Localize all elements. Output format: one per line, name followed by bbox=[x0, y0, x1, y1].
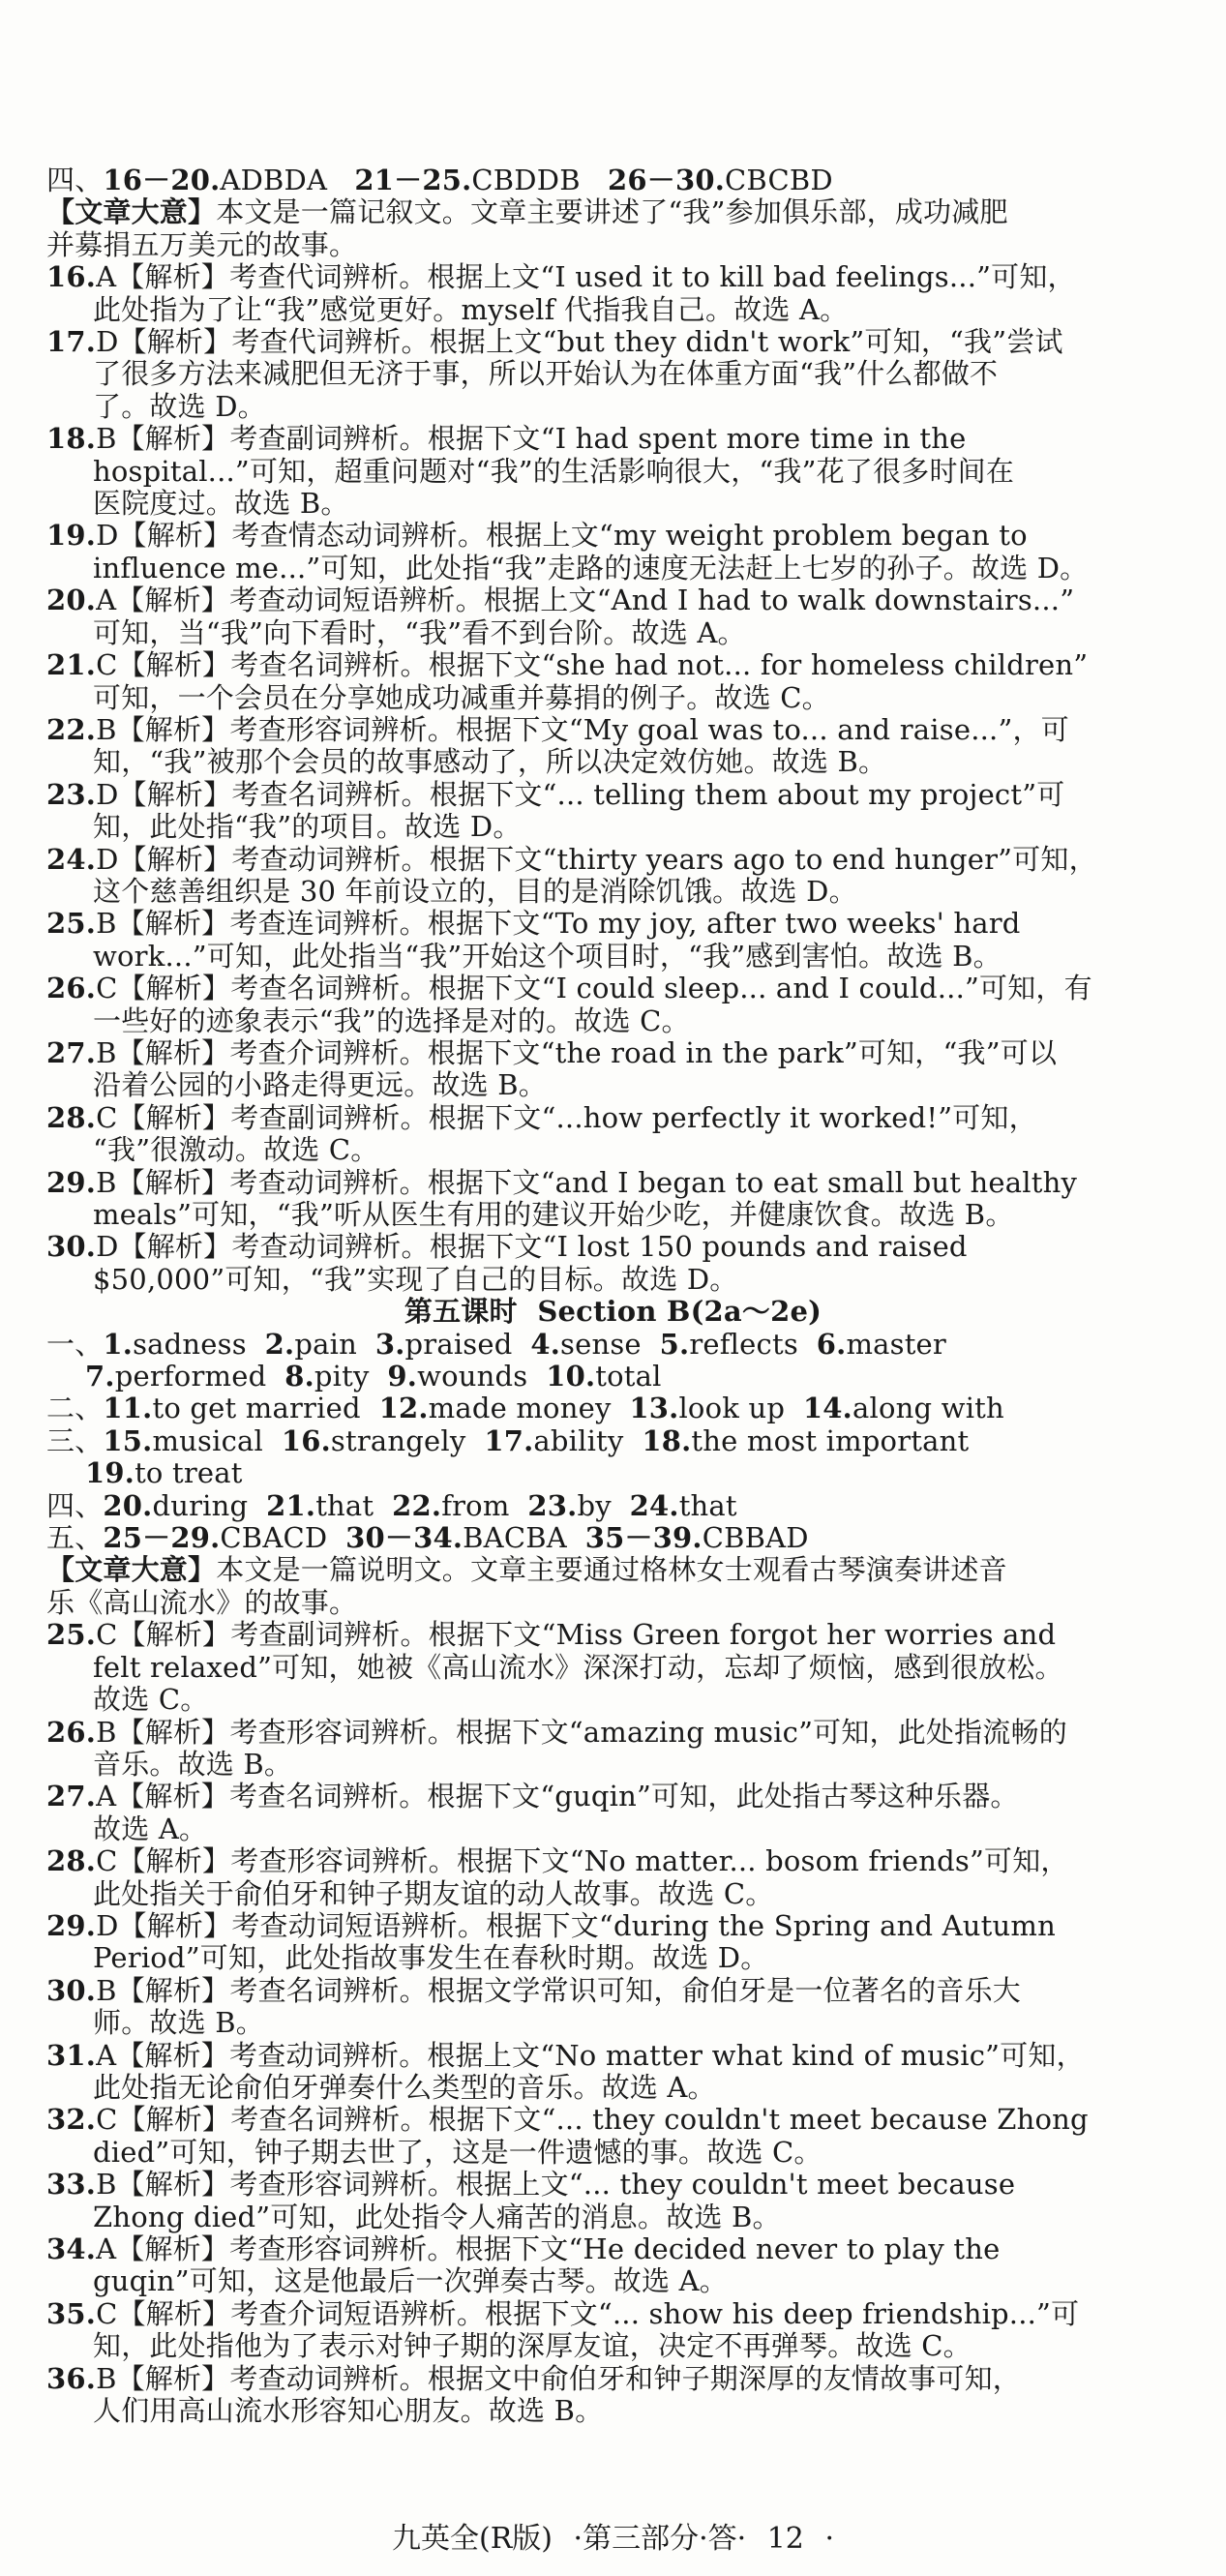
bold-text: 5. bbox=[659, 1327, 690, 1361]
text-line bbox=[46, 876, 1180, 908]
text-line bbox=[46, 1134, 1180, 1166]
bold-text: 29. bbox=[46, 1908, 97, 1942]
text-line bbox=[46, 682, 1180, 714]
text-run: 此处指无论俞伯牙弹奏什么类型的音乐。故选 A。 bbox=[93, 2070, 716, 2104]
bold-text: 4. bbox=[530, 1327, 561, 1361]
text-line bbox=[46, 1361, 1180, 1393]
text-run: 此处指关于俞伯牙和钟子期友谊的动人故事。故选 C。 bbox=[93, 1876, 774, 1910]
bold-text: 27. bbox=[46, 1780, 97, 1813]
text-run: B【解析】考查副词辨析。根据下文“I had spent more time in the bbox=[96, 422, 967, 456]
text-line bbox=[46, 1037, 1180, 1069]
text-run: to get married bbox=[152, 1392, 379, 1425]
text-run: A【解析】考查形容词辨析。根据下文“He decided never to play the bbox=[96, 2232, 1001, 2265]
text-run: C【解析】考查名词辨析。根据下文“I could sleep... and I could...”可知，有 bbox=[96, 972, 1092, 1005]
text-line bbox=[46, 1554, 1180, 1586]
text-run: along with bbox=[852, 1392, 1004, 1425]
text-run: 这个慈善组织是 30 年前设立的，目的是消除饥饿。故选 D。 bbox=[93, 874, 857, 908]
text-line bbox=[46, 1684, 1180, 1716]
text-run: reflects bbox=[689, 1327, 817, 1361]
text-line bbox=[46, 1457, 1180, 1489]
bold-text: 22. bbox=[392, 1488, 442, 1522]
text-run: D【解析】考查名词辨析。根据下文“... telling them about my project”可 bbox=[96, 777, 1065, 811]
text-line bbox=[46, 423, 1180, 455]
text-run: B【解析】考查介词辨析。根据下文“the road in the park”可知，“我”可以 bbox=[96, 1035, 1058, 1069]
text-run: from bbox=[441, 1488, 528, 1522]
text-run: musical bbox=[152, 1423, 282, 1457]
text-run: died”可知，钟子期去世了，这是一件遗憾的事。故选 C。 bbox=[93, 2135, 822, 2169]
text-run: B【解析】考查形容词辨析。根据下文“amazing music”可知，此处指流畅的 bbox=[96, 1715, 1067, 1749]
text-run: A【解析】考查动词辨析。根据上文“No matter what kind of music”可知， bbox=[96, 2038, 1085, 2072]
text-run: 乐《高山流水》的故事。 bbox=[46, 1585, 358, 1619]
text-line bbox=[46, 2040, 1180, 2072]
text-run: influence me...”可知，此处指“我”走路的速度无法赶上七岁的孙子。故选 D。 bbox=[93, 551, 1089, 584]
text-line bbox=[46, 1102, 1180, 1134]
text-run: by bbox=[577, 1488, 630, 1522]
text-line bbox=[46, 1942, 1180, 1974]
bold-text: 6. bbox=[816, 1327, 847, 1361]
text-line bbox=[46, 520, 1180, 552]
text-run: A【解析】考查动词短语辨析。根据上文“And I had to walk downstairs...” bbox=[96, 584, 1075, 617]
bold-text: 30. bbox=[46, 1230, 97, 1264]
text-run: work...”可知，此处指当“我”开始这个项目时，“我”感到害怕。故选 B。 bbox=[93, 939, 1002, 973]
text-run: that bbox=[678, 1488, 737, 1522]
page-footer bbox=[0, 2514, 1226, 2557]
text-run: to treat bbox=[135, 1456, 243, 1490]
bold-text: 26－30. bbox=[607, 164, 725, 196]
bold-text: 35. bbox=[46, 2296, 97, 2330]
text-run: total bbox=[595, 1360, 662, 1393]
bold-text: 36. bbox=[46, 2361, 97, 2395]
bold-text: 【文章大意】 bbox=[46, 195, 217, 229]
text-run: 一、 bbox=[46, 1327, 104, 1361]
text-run: 可知，一个会员在分享她成功减重并募捐的例子。故选 C。 bbox=[93, 680, 830, 714]
bold-text: 18. bbox=[46, 422, 97, 456]
text-run: sense bbox=[560, 1327, 660, 1361]
text-run: D【解析】考查动词短语辨析。根据下文“during the Spring and Autumn bbox=[96, 1908, 1056, 1942]
section-heading bbox=[46, 1296, 1180, 1328]
bold-text: 15. bbox=[103, 1423, 153, 1457]
bold-text: 17. bbox=[484, 1423, 534, 1457]
text-run: C【解析】考查介词短语辨析。根据下文“... show his deep friendship...”可 bbox=[96, 2296, 1080, 2330]
text-line bbox=[46, 2265, 1180, 2297]
bold-text: 11. bbox=[103, 1392, 153, 1425]
text-line bbox=[46, 617, 1180, 649]
text-run: CBDDB bbox=[471, 164, 608, 196]
text-run: 音乐。故选 B。 bbox=[93, 1747, 293, 1781]
text-line bbox=[46, 1167, 1180, 1199]
text-line bbox=[46, 2137, 1180, 2169]
text-line bbox=[46, 1005, 1180, 1037]
text-run: Period”可知，此处指故事发生在春秋时期。故选 D。 bbox=[93, 1941, 769, 1975]
text-line bbox=[46, 941, 1180, 973]
text-line bbox=[46, 1781, 1180, 1812]
text-run: CBACD bbox=[220, 1521, 346, 1555]
text-run: D【解析】考查代词辨析。根据上文“but they didn't work”可知，“我”尝试 bbox=[96, 325, 1063, 359]
text-run: pity bbox=[314, 1360, 388, 1393]
text-run: 可知，当“我”向下看时，“我”看不到台阶。故选 A。 bbox=[93, 615, 746, 649]
text-run: 五、 bbox=[46, 1521, 104, 1555]
bold-text: 34. bbox=[46, 2232, 97, 2265]
text-run: 人们用高山流水形容知心朋友。故选 B。 bbox=[93, 2394, 604, 2428]
text-run: 故选 A。 bbox=[93, 1812, 208, 1845]
text-run: B【解析】考查形容词辨析。根据上文“... they couldn't meet because bbox=[96, 2168, 1016, 2202]
text-run: sadness bbox=[133, 1327, 265, 1361]
text-run: 本文是一篇记叙文。文章主要讲述了“我”参加俱乐部，成功减肥 bbox=[216, 195, 1008, 229]
text-line bbox=[46, 779, 1180, 811]
text-run: strangely bbox=[330, 1423, 485, 1457]
bold-text: 21－25. bbox=[354, 164, 472, 196]
text-run: 四、 bbox=[46, 164, 104, 196]
text-run: performed bbox=[114, 1360, 285, 1393]
text-run: Zhong died”可知，此处指令人痛苦的消息。故选 B。 bbox=[93, 2200, 781, 2233]
text-run: master bbox=[846, 1327, 946, 1361]
text-run: “我”很激动。故选 C。 bbox=[93, 1133, 379, 1167]
text-run: 故选 C。 bbox=[93, 1683, 209, 1717]
text-line bbox=[46, 1878, 1180, 1910]
text-line bbox=[46, 844, 1180, 876]
bold-text: 22. bbox=[46, 712, 97, 746]
text-line bbox=[46, 1652, 1180, 1684]
text-line bbox=[46, 1231, 1180, 1263]
text-run: 医院度过。故选 B。 bbox=[93, 487, 349, 521]
text-run: D【解析】考查动词辨析。根据下文“I lost 150 pounds and raised bbox=[96, 1230, 968, 1264]
text-line bbox=[46, 229, 1180, 261]
bold-text: 26. bbox=[46, 1715, 97, 1749]
bold-text: 【文章大意】 bbox=[46, 1553, 217, 1587]
text-run: BACBA bbox=[463, 1521, 585, 1555]
footer-dot: · bbox=[824, 2522, 834, 2556]
text-run: B【解析】考查形容词辨析。根据下文“My goal was to... and raise...”，可 bbox=[96, 712, 1069, 746]
text-line bbox=[46, 973, 1180, 1004]
bold-text: 2. bbox=[264, 1327, 295, 1361]
text-line bbox=[46, 2363, 1180, 2395]
text-run: C【解析】考查形容词辨析。根据下文“No matter... bosom friends”可知， bbox=[96, 1844, 1069, 1878]
text-run: felt relaxed”可知，她被《高山流水》深深打动，忘却了烦恼，感到很放松。 bbox=[93, 1650, 1063, 1684]
text-line bbox=[46, 1813, 1180, 1845]
text-run: look up bbox=[678, 1392, 803, 1425]
answer-content bbox=[46, 165, 1180, 2427]
text-line bbox=[46, 1264, 1180, 1296]
text-run: 了。故选 D。 bbox=[93, 389, 266, 423]
bold-text: 8. bbox=[284, 1360, 314, 1393]
text-line bbox=[46, 1393, 1180, 1424]
text-line bbox=[46, 196, 1180, 228]
text-run: 师。故选 B。 bbox=[93, 2006, 264, 2040]
text-line bbox=[46, 1069, 1180, 1101]
text-run: the most important bbox=[691, 1423, 970, 1457]
text-line bbox=[46, 1587, 1180, 1619]
text-run: guqin”可知，这是他最后一次弹奏古琴。故选 A。 bbox=[93, 2264, 728, 2298]
bold-text: 16－20. bbox=[103, 164, 221, 196]
text-line bbox=[46, 1910, 1180, 1942]
bold-text: 25－29. bbox=[103, 1521, 221, 1555]
text-line bbox=[46, 2298, 1180, 2330]
text-run: meals”可知，“我”听从医生有用的建议开始少吃，并健康饮食。故选 B。 bbox=[93, 1198, 1014, 1231]
text-line bbox=[46, 811, 1180, 843]
bold-text: 19. bbox=[85, 1456, 135, 1490]
bold-text: 32. bbox=[46, 2103, 97, 2137]
bold-text: 27. bbox=[46, 1035, 97, 1069]
text-line bbox=[46, 584, 1180, 616]
text-line bbox=[46, 1329, 1180, 1361]
text-line bbox=[46, 1975, 1180, 2007]
bold-text: 7. bbox=[85, 1360, 115, 1393]
text-run: B【解析】考查连词辨析。根据下文“To my joy, after two weeks' hard bbox=[96, 907, 1021, 941]
bold-text: 14. bbox=[802, 1392, 852, 1425]
text-run: B【解析】考查名词辨析。根据文学常识可知，俞伯牙是一位著名的音乐大 bbox=[96, 1973, 1021, 2007]
text-line bbox=[46, 1522, 1180, 1554]
bold-text: 30－34. bbox=[345, 1521, 463, 1555]
bold-text: 17. bbox=[46, 325, 97, 359]
text-run: 知，此处指“我”的项目。故选 D。 bbox=[93, 810, 522, 844]
text-line bbox=[46, 2330, 1180, 2362]
bold-text: 12. bbox=[378, 1392, 429, 1425]
text-run: B【解析】考查动词辨析。根据文中俞伯牙和钟子期深厚的友情故事可知， bbox=[96, 2361, 1021, 2395]
text-line bbox=[46, 1717, 1180, 1749]
text-run: CBCBD bbox=[725, 164, 833, 196]
footer-book: 九英全(R版) bbox=[392, 2522, 553, 2556]
text-line bbox=[46, 456, 1180, 488]
text-run: 了很多方法来减肥但无济于事，所以开始认为在体重方面“我”什么都做不 bbox=[93, 357, 999, 391]
text-run: D【解析】考查动词辨析。根据下文“thirty years ago to end hunger”可知， bbox=[96, 842, 1097, 876]
bold-text: 20. bbox=[103, 1488, 153, 1522]
text-line bbox=[46, 2072, 1180, 2104]
bold-text: 1. bbox=[103, 1327, 134, 1361]
text-line bbox=[46, 908, 1180, 940]
bold-text: 25. bbox=[46, 907, 97, 941]
text-run: A【解析】考查代词辨析。根据上文“I used it to kill bad feelings...”可知， bbox=[96, 260, 1076, 294]
bold-text: 29. bbox=[46, 1165, 97, 1199]
text-line bbox=[46, 1490, 1180, 1522]
bold-text: 20. bbox=[46, 584, 97, 617]
bold-text: 19. bbox=[46, 519, 97, 553]
footer-section: ·第三部分·答· bbox=[573, 2522, 747, 2556]
bold-text: 18. bbox=[642, 1423, 692, 1457]
text-run: B【解析】考查动词辨析。根据下文“and I began to eat small but healthy bbox=[96, 1165, 1078, 1199]
text-line bbox=[46, 1199, 1180, 1231]
bold-text: 35－39. bbox=[584, 1521, 703, 1555]
bold-text: 33. bbox=[46, 2168, 97, 2202]
text-run: C【解析】考查副词辨析。根据下文“...how perfectly it worked!”可知， bbox=[96, 1100, 1037, 1134]
bold-text: 24. bbox=[629, 1488, 679, 1522]
text-run: C【解析】考查名词辨析。根据下文“she had not... for homeless children” bbox=[96, 648, 1089, 682]
text-run: pain bbox=[294, 1327, 375, 1361]
text-line bbox=[46, 2202, 1180, 2233]
text-run: 并募捐五万美元的故事。 bbox=[46, 227, 358, 261]
bold-text: 23. bbox=[46, 777, 97, 811]
text-run: 一些好的迹象表示“我”的选择是对的。故选 C。 bbox=[93, 1003, 690, 1037]
bold-text: 31. bbox=[46, 2038, 97, 2072]
bold-text: 9. bbox=[387, 1360, 418, 1393]
text-line bbox=[46, 714, 1180, 746]
text-line bbox=[46, 1845, 1180, 1877]
text-run: made money bbox=[428, 1392, 630, 1425]
text-line bbox=[46, 326, 1180, 358]
text-line bbox=[46, 294, 1180, 326]
text-line bbox=[46, 649, 1180, 681]
text-run: hospital...”可知，超重问题对“我”的生活影响很大，“我”花了很多时间在 bbox=[93, 454, 1015, 488]
bold-text: 3. bbox=[374, 1327, 405, 1361]
text-run: CBBAD bbox=[702, 1521, 809, 1555]
bold-text: 28. bbox=[46, 1844, 97, 1878]
text-line bbox=[46, 2104, 1180, 2136]
text-line bbox=[46, 2007, 1180, 2039]
text-run: 知，“我”被那个会员的故事感动了，所以决定效仿她。故选 B。 bbox=[93, 745, 887, 779]
text-run: D【解析】考查情态动词辨析。根据上文“my weight problem began to bbox=[96, 519, 1028, 553]
text-line bbox=[46, 1749, 1180, 1781]
text-run: 二、 bbox=[46, 1392, 104, 1425]
text-run: 四、 bbox=[46, 1488, 104, 1522]
bold-text: 16. bbox=[46, 260, 97, 294]
text-line bbox=[46, 1619, 1180, 1651]
bold-text: 30. bbox=[46, 1973, 97, 2007]
text-line bbox=[46, 261, 1180, 293]
bold-text: 28. bbox=[46, 1100, 97, 1134]
text-run: 此处指为了让“我”感觉更好。myself 代指我自己。故选 A。 bbox=[93, 292, 849, 326]
text-run: that bbox=[315, 1488, 393, 1522]
text-run: ability bbox=[533, 1423, 643, 1457]
text-line bbox=[46, 1425, 1180, 1457]
text-line bbox=[46, 165, 1180, 196]
text-run: ADBDA bbox=[220, 164, 355, 196]
text-line bbox=[46, 746, 1180, 778]
text-run: 知，此处指他为了表示对钟子期的深厚友谊，决定不再弹琴。故选 C。 bbox=[93, 2329, 972, 2363]
text-line bbox=[46, 391, 1180, 423]
text-line bbox=[46, 488, 1180, 520]
bold-text: 16. bbox=[281, 1423, 331, 1457]
bold-text: 21. bbox=[266, 1488, 316, 1522]
bold-text: 13. bbox=[629, 1392, 679, 1425]
text-run: C【解析】考查名词辨析。根据下文“... they couldn't meet because Zhong bbox=[96, 2103, 1089, 2137]
bold-text: 第五课时 Section B(2a～2e) bbox=[404, 1295, 822, 1329]
bold-text: 26. bbox=[46, 972, 97, 1005]
text-line bbox=[46, 2233, 1180, 2265]
text-run: 三、 bbox=[46, 1423, 104, 1457]
text-line bbox=[46, 2169, 1180, 2201]
text-line bbox=[46, 2395, 1180, 2427]
text-run: $50,000”可知，“我”实现了自己的目标。故选 D。 bbox=[93, 1262, 738, 1296]
text-run: 本文是一篇说明文。文章主要通过格林女士观看古琴演奏讲述音 bbox=[216, 1553, 1007, 1587]
text-line bbox=[46, 553, 1180, 584]
footer-page-number: 12 bbox=[766, 2522, 804, 2556]
bold-text: 10. bbox=[546, 1360, 596, 1393]
text-run: C【解析】考查副词辨析。根据下文“Miss Green forgot her worries and bbox=[96, 1618, 1057, 1652]
text-run: during bbox=[152, 1488, 267, 1522]
bold-text: 21. bbox=[46, 648, 97, 682]
bold-text: 24. bbox=[46, 842, 97, 876]
text-run: A【解析】考查名词辨析。根据下文“guqin”可知，此处指古琴这种乐器。 bbox=[96, 1780, 1019, 1813]
bold-text: 25. bbox=[46, 1618, 97, 1652]
text-run: praised bbox=[404, 1327, 531, 1361]
bold-text: 23. bbox=[527, 1488, 578, 1522]
text-line bbox=[46, 358, 1180, 390]
text-run: 沿着公园的小路走得更远。故选 B。 bbox=[93, 1068, 547, 1102]
text-run: wounds bbox=[417, 1360, 547, 1393]
